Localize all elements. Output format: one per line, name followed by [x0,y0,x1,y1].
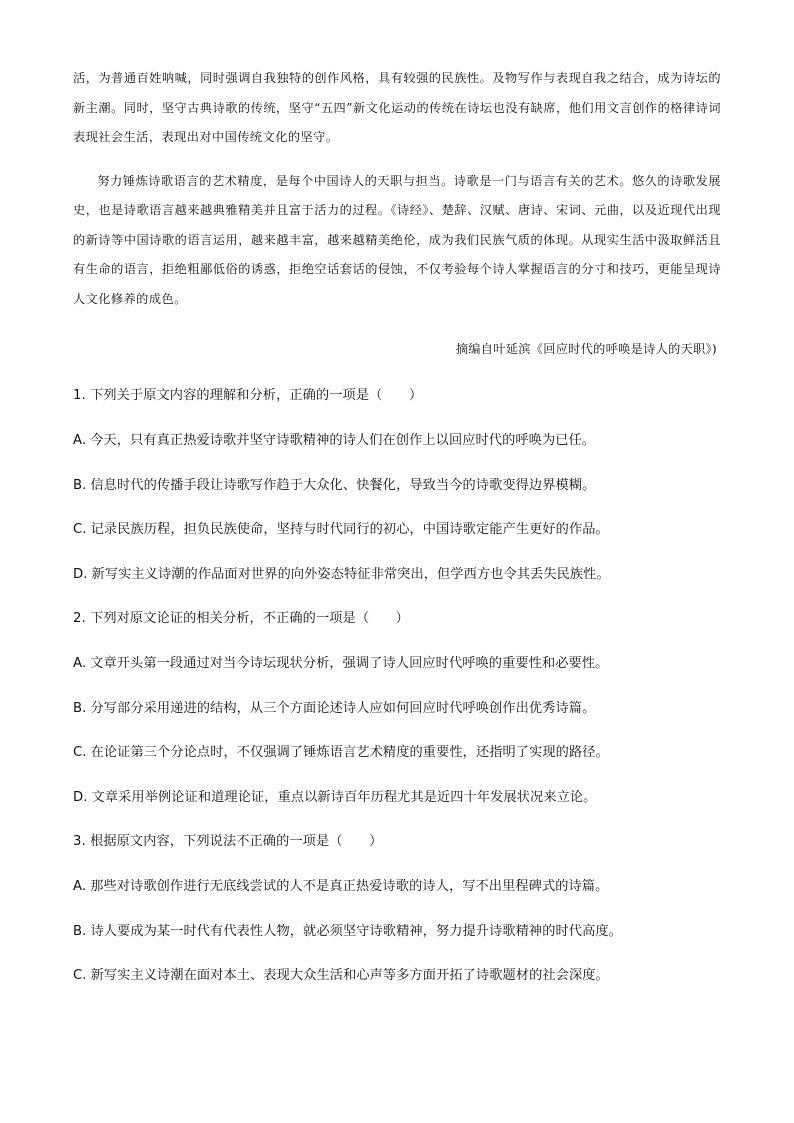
option-text: 新写实主义诗潮的作品面对世界的向外姿态特征非常突出，但学西方也令其丢失民族性。 [91,567,610,582]
question-1-option-b [73,476,733,496]
passage-source: 摘编自叶延滨《回应时代的呼唤是诗人的天职》) [455,342,717,356]
option-label: A. [73,433,87,448]
option-text: 在论证第三个分论点时，不仅强调了锤炼语言艺术精度的重要性，还指明了实现的路径。 [90,745,609,760]
question-1-option-a [73,431,733,451]
question-3-stem: 3. 根据原文内容，下列说法不正确的一项是（ ） [73,834,383,849]
option-label: C. [73,522,87,537]
question-3-option-c [73,966,733,986]
option-text: 记录民族历程，担负民族使命，坚持与时代同行的初心，中国诗歌定能产生更好的作品。 [90,522,609,537]
option-text: 今天，只有真正热爱诗歌并坚守诗歌精神的诗人们在创作上以回应时代的呼唤为已任。 [90,433,596,448]
option-text: 信息时代的传播手段让诗歌写作趋于大众化、快餐化，导致当今的诗歌变得边界模糊。 [90,478,596,493]
question-2-option-b [73,699,733,719]
question-1-option-c [73,520,733,540]
passage-paragraph-1: 活，为普通百姓呐喊，同时强调自我独特的创作风格，具有较强的民族性。及物写作与表现自我之结合，成为诗坛的新主潮。同时，坚守古典诗歌的传统，坚守“五四”新文化运动的传统在诗坛也没有缺席，他们用文言创作的格律诗词表现社会生活，表现出对中国传统文化的坚守。 [73,71,721,144]
question-2-option-c [73,743,733,763]
option-label: C. [73,745,87,760]
passage-paragraph-2: 努力锤炼诗歌语言的艺术精度，是每个中国诗人的天职与担当。诗歌是一门与语言有关的艺术。悠久的诗歌发展史，也是诗歌语言越来越典雅精美并且富于活力的过程。《诗经》、楚辞、汉赋、唐诗、宋词、元曲，以及近现代出现的新诗等中国诗歌的语言运用，越来越丰富，越来越精美绝伦，成为我们民族气质的体现。从现实生活中汲取鲜活且有生命的语言，拒绝粗鄙低俗的诱惑，拒绝空话套话的侵蚀，不仅考验每个诗人掌握语言的分寸和技巧，更能呈现诗人文化修养的成色。 [73,173,721,306]
option-label: A. [73,656,87,671]
option-text: 文章采用举例论证和道理论证，重点以新诗百年历程尤其是近四十年发展状况来立论。 [91,790,597,805]
question-1-option-d [73,565,733,585]
question-2-stem: 2. 下列对原文论证的相关分析，不正确的一项是（ ） [73,611,409,626]
option-label: A. [73,879,87,894]
option-text: 新写实主义诗潮在面对本土、表现大众生活和心声等多方面开拓了诗歌题材的社会深度。 [90,968,609,983]
question-3-option-b [73,922,733,942]
option-text: 文章开头第一段通过对当今诗坛现状分析，强调了诗人回应时代呼唤的重要性和必要性。 [90,656,609,671]
question-2-option-a [73,654,733,674]
option-label: B. [73,478,87,493]
question-1-stem: 1. 下列关于原文内容的理解和分析，正确的一项是（ ） [73,388,423,403]
reading-passage [73,64,721,314]
option-text: 诗人要成为某一时代有代表性人物，就必须坚守诗歌精神，努力提升诗歌精神的时代高度。 [90,924,622,939]
question-3-option-a [73,877,733,897]
option-label: B. [73,924,87,939]
question-2-option-d [73,788,733,808]
option-label: C. [73,968,87,983]
option-text: 分写部分采用递进的结构，从三个方面论述诗人应如何回应时代呼唤创作出优秀诗篇。 [90,701,596,716]
option-text: 那些对诗歌创作进行无底线尝试的人不是真正热爱诗歌的诗人，写不出里程碑式的诗篇。 [90,879,609,894]
option-label: D. [73,790,88,805]
option-label: B. [73,701,87,716]
option-label: D. [73,567,88,582]
